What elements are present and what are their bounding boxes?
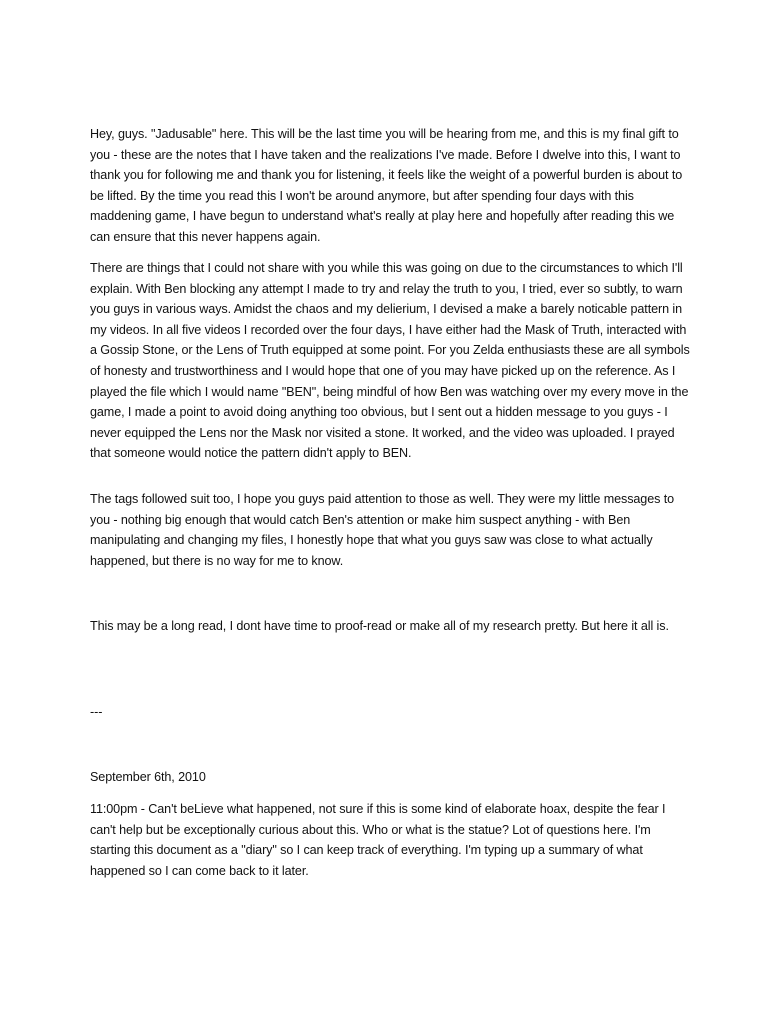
- tags-paragraph: The tags followed suit too, I hope you guys paid attention to those as well. They were my little messages to you - nothing big enough that would catch Ben's attention or make him suspect anything - with Ben manipulating and changing my files, I honestly hope that what you guys saw was close to what actually happened, but there is no way for me to know.: [90, 492, 674, 568]
- circumstances-paragraph: There are things that I could not share with you while this was going on due to the circumstances to which I'll explain. With Ben blocking any attempt I made to try and relay the truth to you, I tried, ever so subtly, to warn you guys in various ways. Amidst the chaos and my delierium, I devised a make a barely noticable pattern in my videos. In all five videos I recorded over the four days, I have either had the Mask of Truth, interacted with a Gossip Stone, or the Lens of Truth equipped at some point. For you Zelda enthusiasts these are all symbols of honesty and trustworthiness and I would hope that one of you may have picked up on the reference. As I played the file which I would name "BEN", being mindful of how Ben was watching over my every move in the game, I made a point to avoid doing anything too obvious, but I sent out a hidden message to you guys - I never equipped the Lens nor the Mask nor visited a stone. It worked, and the video was uploaded. I prayed that someone would notice the pattern didn't apply to BEN.: [90, 261, 690, 461]
- section-separator: ---: [90, 705, 103, 719]
- long-read-paragraph: This may be a long read, I dont have time to proof-read or make all of my research pretty. But here it all is.: [90, 619, 669, 633]
- intro-paragraph: Hey, guys. "Jadusable" here. This will be the last time you will be hearing from me, and this is my final gift to you - these are the notes that I have taken and the realizations I've made. Before I dwelve into this, I want to thank you for following me and thank you for listening, it feels like the weight of a powerful burden is about to be lifted. By the time you read this I won't be around anymore, but after spending four days with this maddening game, I have begun to understand what's really at play here and hopefully after reading this we can ensure that this never happens again.: [90, 127, 683, 244]
- diary-entry: 11:00pm - Can't beLieve what happened, not sure if this is some kind of elaborate hoax, despite the fear I can't help but be exceptionally curious about this. Who or what is the statue? Lot of questions here. I'm starting this document as a "diary" so I can keep track of everything. I'm typing up a summary of what happened so I can come back to it later.: [90, 802, 666, 878]
- date-heading: September 6th, 2010: [90, 770, 206, 784]
